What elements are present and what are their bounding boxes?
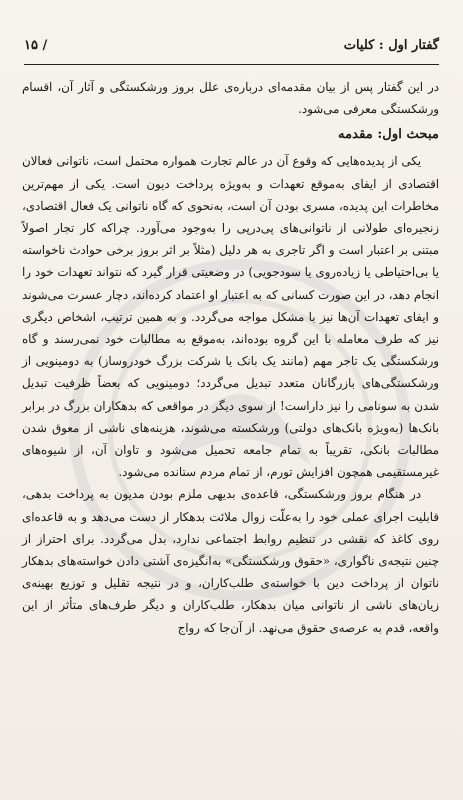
header-divider bbox=[24, 64, 439, 65]
paragraph-1: یکی از پدیده‌هایی که وقوع آن در عالم تجارت همواره محتمل است، ناتوانی فعالان اقتصادی از ایفای به‌موقع تعهدات و به‌ویژه پرداخت دیون است. یکی از مهم‌ترین مخاطرات این پدیده، مسری بودن آن است، به‌نحوی که گاه ناتوانی یک فعال اقتصادی، زنجیره‌ای طولانی از ناتوانی‌های پی‌درپی را به‌وجود می‌آورد. چراکه کار تجار اصولاً مبتنی بر اعتبار است و اگر تاجری به هر دلیل (مثلاً بر اثر بروز برخی حوادث ناخواسته یا بی‌احتیاطی یا زیاده‌روی یا سودجویی) در وضعیتی قرار گیرد که نتواند تعهدات خود را انجام دهد، در این صورت کسانی که به اعتبار او اعتماد کرده‌اند، دچار عسرت می‌شوند و ایفای تعهدات آن‌ها نیز با مشکل مواجه می‌گردد. و به همین ترتیب، اشخاص دیگری نیز که طرف معامله با این گروه بوده‌اند، به‌موقع به مطالبات خود نمی‌رسند و گاه ورشکستگی یک تاجر مهم (مانند یک بانک یا شرکت بزرگ خودروساز) به دومینویی از ورشکستگی‌های بازرگانان متعدد تبدیل می‌گردد؛ دومینویی که بعضاً ظرفیت تبدیل شدن به سونامی را نیز داراست! از سوی دیگر در مواقعی که بدهکاران بزرگ در برابر بانک‌ها (به‌ویژه بانک‌های دولتی) ورشکسته می‌شوند، هزینه‌های ناشی از معوق شدن مطالبات بانکی، تقریباً به تمام جامعه تحمیل می‌شود و تاوان آن، از شیوه‌های غیرمستقیمی همچون افزایش تورم، از تمام مردم ستانده می‌شود. bbox=[22, 154, 439, 480]
paragraph-2: در هنگام بروز ورشکستگی، قاعده‌ی بدیهی ملزم بودن مدیون به پرداخت بدهی، قابلیت اجرای عملی خود را به‌علّت زوال ملائت بدهکار از دست می‌دهد و به قاعده‌ای روی کاغذ که نقشی در تنظیم روابط اجتماعی ندارد، بدل می‌گردد. برای احتراز از چنین نتیجه‌ی ناگواری، «حقوق ورشکستگی» به‌انگیزه‌ی آشتی دادن خواسته‌های بدهکار ناتوان از پرداخت دین با خواسته‌ی طلب‌کاران، و در نتیجه تقلیل و توزیع بهینه‌ی زیان‌های ناشی از ناتوانی میان بدهکار، طلب‌کاران و دیگر طرف‌های متأثر از این واقعه، قدم به عرصه‌ی حقوق می‌نهد. از آن‌جا که رواج bbox=[22, 487, 439, 635]
chapter-title-text: گفتار اول : کلیات bbox=[343, 38, 439, 53]
header-separator: / bbox=[42, 38, 48, 53]
page-number: ۱۵ bbox=[24, 38, 38, 53]
page-header bbox=[24, 38, 439, 53]
chapter-title bbox=[344, 38, 439, 53]
intro-paragraph: در این گفتار پس از بیان مقدمه‌ای درباره‌ی علل بروز ورشکستگی و آثار آن، اقسام ورشکستگی معرفی می‌شود. bbox=[22, 80, 439, 117]
page-number-group bbox=[24, 38, 47, 53]
page-body bbox=[22, 76, 439, 639]
section-heading: مبحث اول: مقدمه bbox=[338, 127, 439, 143]
